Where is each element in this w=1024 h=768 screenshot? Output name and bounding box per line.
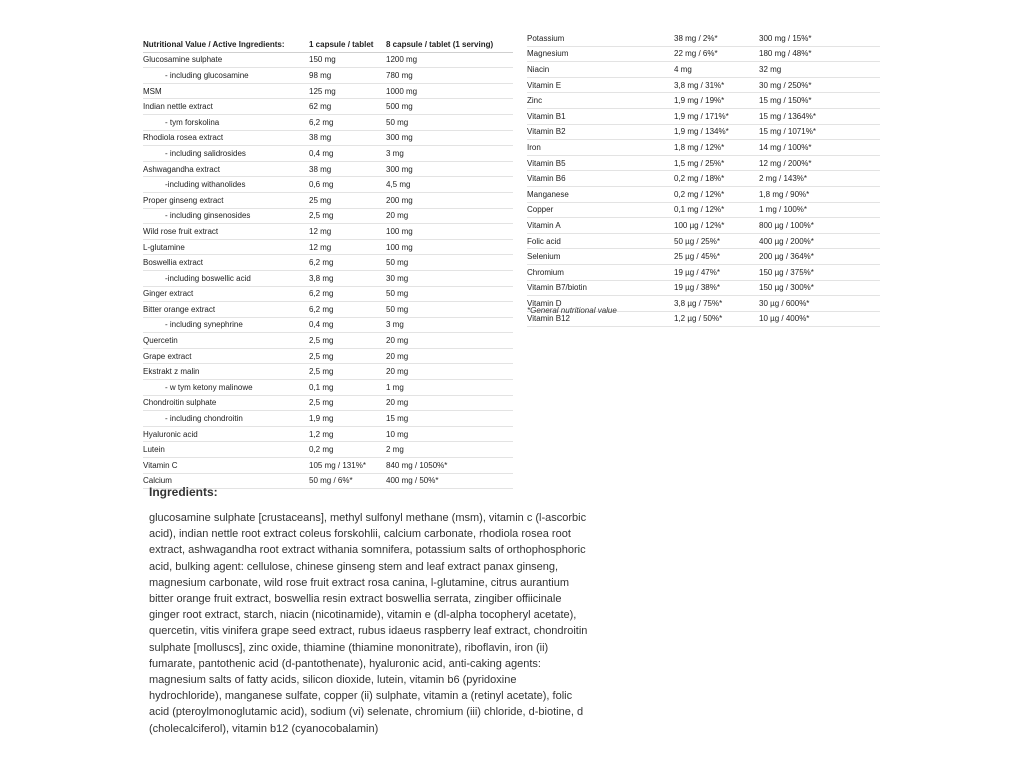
ingredient-name: Calcium [143,473,309,489]
per-serving-value: 1 mg / 100%* [759,202,880,218]
table-row [527,31,880,46]
ingredient-name: Hyaluronic acid [143,426,309,442]
per-capsule-value: 2,5 mg [309,208,386,224]
per-capsule-value: 25 µg / 45%* [674,249,759,265]
per-serving-value: 30 mg [386,270,513,286]
nutrition-footnote: *General nutritional value [527,306,617,315]
table-row [527,62,880,78]
per-serving-value: 15 mg [386,411,513,427]
table-row [143,411,513,427]
per-capsule-value: 1,9 mg / 134%* [674,124,759,140]
ingredient-name: Iron [527,140,674,156]
per-capsule-value: 1,9 mg / 171%* [674,108,759,124]
ingredient-name: Ginger extract [143,286,309,302]
per-capsule-value: 0,6 mg [309,177,386,193]
per-serving-value: 20 mg [386,364,513,380]
per-serving-value: 30 µg / 600%* [759,296,880,312]
nutrition-table-right [527,31,880,327]
per-serving-value: 300 mg / 15%* [759,31,880,46]
per-serving-value: 50 mg [386,302,513,318]
per-capsule-value: 0,2 mg / 12%* [674,186,759,202]
per-capsule-value: 0,1 mg / 12%* [674,202,759,218]
per-serving-value: 20 mg [386,333,513,349]
table-row [143,239,513,255]
per-serving-value: 32 mg [759,62,880,78]
ingredient-name: Ekstrakt z malin [143,364,309,380]
ingredient-name: Vitamin B5 [527,155,674,171]
per-capsule-value: 12 mg [309,224,386,240]
table-row [143,161,513,177]
per-capsule-value: 25 mg [309,192,386,208]
ingredient-name: Vitamin B7/biotin [527,280,674,296]
per-serving-value: 10 µg / 400%* [759,311,880,327]
table-row [143,270,513,286]
table-row [527,186,880,202]
ingredient-name: Zinc [527,93,674,109]
per-serving-value: 15 mg / 1071%* [759,124,880,140]
per-serving-value: 1200 mg [386,52,513,68]
ingredient-name: -including withanolides [143,177,309,193]
ingredients-title: Ingredients: [149,485,218,499]
ingredient-name: - w tym ketony malinowe [143,380,309,396]
per-serving-value: 20 mg [386,208,513,224]
header-ingredient: Nutritional Value / Active Ingredients: [143,37,309,52]
table-row [527,77,880,93]
per-capsule-value: 3,8 mg / 31%* [674,77,759,93]
per-capsule-value: 125 mg [309,83,386,99]
ingredient-name: Copper [527,202,674,218]
table-row [143,83,513,99]
per-capsule-value: 4 mg [674,62,759,78]
per-capsule-value: 50 mg / 6%* [309,473,386,489]
per-capsule-value: 1,8 mg / 12%* [674,140,759,156]
per-serving-value: 300 mg [386,161,513,177]
per-capsule-value: 1,9 mg / 19%* [674,93,759,109]
table-row [143,364,513,380]
per-capsule-value: 150 mg [309,52,386,68]
per-serving-value: 1,8 mg / 90%* [759,186,880,202]
per-serving-value: 14 mg / 100%* [759,140,880,156]
table-row [527,108,880,124]
per-capsule-value: 62 mg [309,99,386,115]
nutrition-table-right-body [527,31,880,327]
table-row [143,68,513,84]
table-row [527,218,880,234]
ingredient-name: Potassium [527,31,674,46]
per-capsule-value: 0,2 mg [309,442,386,458]
ingredient-name: - including salidrosides [143,146,309,162]
per-capsule-value: 38 mg [309,130,386,146]
per-capsule-value: 1,2 mg [309,426,386,442]
per-serving-value: 200 µg / 364%* [759,249,880,265]
table-row [527,93,880,109]
table-row [143,426,513,442]
per-serving-value: 400 mg / 50%* [386,473,513,489]
per-serving-value: 180 mg / 48%* [759,46,880,62]
ingredient-name: Selenium [527,249,674,265]
per-serving-value: 20 mg [386,395,513,411]
table-row [143,458,513,474]
ingredient-name: - including synephrine [143,317,309,333]
per-serving-value: 3 mg [386,146,513,162]
per-serving-value: 840 mg / 1050%* [386,458,513,474]
ingredient-name: Niacin [527,62,674,78]
ingredient-name: -including boswellic acid [143,270,309,286]
table-row [527,280,880,296]
per-capsule-value: 0,1 mg [309,380,386,396]
ingredient-name: Vitamin B2 [527,124,674,140]
per-capsule-value: 50 µg / 25%* [674,233,759,249]
per-serving-value: 400 µg / 200%* [759,233,880,249]
per-serving-value: 1000 mg [386,83,513,99]
ingredient-name: Bitter orange extract [143,302,309,318]
per-capsule-value: 2,5 mg [309,364,386,380]
per-capsule-value: 6,2 mg [309,302,386,318]
per-capsule-value: 0,2 mg / 18%* [674,171,759,187]
ingredient-name: - including chondroitin [143,411,309,427]
per-serving-value: 15 mg / 1364%* [759,108,880,124]
per-capsule-value: 19 µg / 38%* [674,280,759,296]
per-serving-value: 780 mg [386,68,513,84]
per-capsule-value: 0,4 mg [309,317,386,333]
per-serving-value: 20 mg [386,348,513,364]
per-serving-value: 50 mg [386,286,513,302]
ingredient-name: Vitamin E [527,77,674,93]
per-serving-value: 300 mg [386,130,513,146]
per-serving-value: 150 µg / 375%* [759,264,880,280]
ingredients-text: glucosamine sulphate [crustaceans], methyl sulfonyl methane (msm), vitamin c (l-ascorbic acid), indian nettle root extract coleus forskohlii, calcium carbonate, rhodiola rosea root extract, ashwagandha root extract withania somnifera, potassium salts of orthophosphoric acid, bulking agent: cellulose, chinese ginseng stem and leaf extract panax ginseng, magnesium carbonate, wild rose fruit extract rosa canina, l-glutamine, citrus aurantium bitter orange fruit extract, boswellia resin extract boswellia serrata, zingiber offiicinale ginger root extract, starch, niacin (nicotinamide), vitamin e (dl-alpha tocopheryl acetate), quercetin, vitis vinifera grape seed extract, rubus idaeus raspberry leaf extract, chondroitin sulphate [molluscs], zinc oxide, thiamine (thiamine mononitrate), riboflavin, iron (ii) fumarate, pantothenic acid (d-pantothenate), hyaluronic acid, anti-caking agents: magnesium salts of fatty acids, silicon dioxide, lutein, vitamin b6 (pyridoxine hydrochloride), manganese sulfate, copper (ii) sulphate, vitamin a (retinyl acetate), folic acid (pteroylmonoglutamic acid), sodium (vi) selenate, chromium (iii) chloride, d-biotine, d (cholecalciferol), vitamin b12 (cyanocobalamin) [149,512,588,735]
per-serving-value: 200 mg [386,192,513,208]
ingredient-name: L-glutamine [143,239,309,255]
ingredient-name: - tym forskolina [143,114,309,130]
per-capsule-value: 2,5 mg [309,348,386,364]
per-capsule-value: 3,8 mg [309,270,386,286]
table-row [143,302,513,318]
per-capsule-value: 98 mg [309,68,386,84]
ingredient-name: Chromium [527,264,674,280]
header-per-capsule: 1 capsule / tablet [309,37,386,52]
per-serving-value: 500 mg [386,99,513,115]
per-capsule-value: 2,5 mg [309,333,386,349]
ingredient-name: - including ginsenosides [143,208,309,224]
per-capsule-value: 38 mg / 2%* [674,31,759,46]
table-row [143,146,513,162]
table-row [527,46,880,62]
per-serving-value: 30 mg / 250%* [759,77,880,93]
ingredient-name: Wild rose fruit extract [143,224,309,240]
table-row [143,333,513,349]
table-row [143,114,513,130]
per-capsule-value: 19 µg / 47%* [674,264,759,280]
ingredient-name: Manganese [527,186,674,202]
per-capsule-value: 22 mg / 6%* [674,46,759,62]
table-header-row [143,37,513,52]
table-row [527,233,880,249]
table-row [527,140,880,156]
table-row [527,264,880,280]
per-serving-value: 2 mg / 143%* [759,171,880,187]
per-serving-value: 12 mg / 200%* [759,155,880,171]
table-row [143,52,513,68]
table-row [143,224,513,240]
ingredient-name: Vitamin C [143,458,309,474]
table-row [143,348,513,364]
table-row [143,177,513,193]
per-capsule-value: 6,2 mg [309,255,386,271]
per-capsule-value: 3,8 µg / 75%* [674,296,759,312]
per-capsule-value: 100 µg / 12%* [674,218,759,234]
per-serving-value: 50 mg [386,114,513,130]
per-capsule-value: 1,9 mg [309,411,386,427]
ingredient-name: Ashwagandha extract [143,161,309,177]
per-serving-value: 15 mg / 150%* [759,93,880,109]
per-serving-value: 100 mg [386,224,513,240]
table-row [143,130,513,146]
ingredient-name: Vitamin D [527,296,674,312]
per-serving-value: 800 µg / 100%* [759,218,880,234]
ingredient-name: Proper ginseng extract [143,192,309,208]
per-capsule-value: 38 mg [309,161,386,177]
per-capsule-value: 105 mg / 131%* [309,458,386,474]
ingredient-name: Glucosamine sulphate [143,52,309,68]
per-capsule-value: 1,5 mg / 25%* [674,155,759,171]
per-capsule-value: 2,5 mg [309,395,386,411]
table-row [143,286,513,302]
table-row [143,99,513,115]
ingredient-name: Grape extract [143,348,309,364]
ingredient-name: Chondroitin sulphate [143,395,309,411]
per-serving-value: 10 mg [386,426,513,442]
per-serving-value: 4,5 mg [386,177,513,193]
ingredient-name: - including glucosamine [143,68,309,84]
ingredient-name: MSM [143,83,309,99]
per-capsule-value: 6,2 mg [309,286,386,302]
per-capsule-value: 0,4 mg [309,146,386,162]
table-row [527,155,880,171]
header-per-serving: 8 capsule / tablet (1 serving) [386,37,513,52]
table-row [143,255,513,271]
table-row [527,202,880,218]
table-row [143,395,513,411]
per-serving-value: 100 mg [386,239,513,255]
table-row [143,442,513,458]
per-serving-value: 1 mg [386,380,513,396]
per-capsule-value: 6,2 mg [309,114,386,130]
ingredient-name: Vitamin B6 [527,171,674,187]
ingredient-name: Vitamin B12 [527,311,674,327]
ingredient-name: Indian nettle extract [143,99,309,115]
nutrition-table-left-body [143,52,513,489]
table-row [143,317,513,333]
table-row [143,192,513,208]
table-row [527,249,880,265]
ingredient-name: Folic acid [527,233,674,249]
ingredient-name: Boswellia extract [143,255,309,271]
ingredient-name: Magnesium [527,46,674,62]
ingredient-name: Lutein [143,442,309,458]
per-capsule-value: 1,2 µg / 50%* [674,311,759,327]
table-row [527,171,880,187]
nutrition-table-left [143,37,513,489]
per-serving-value: 3 mg [386,317,513,333]
ingredient-name: Quercetin [143,333,309,349]
per-serving-value: 50 mg [386,255,513,271]
per-capsule-value: 12 mg [309,239,386,255]
ingredient-name: Vitamin B1 [527,108,674,124]
table-row [527,124,880,140]
ingredient-name: Vitamin A [527,218,674,234]
table-row [143,380,513,396]
per-serving-value: 150 µg / 300%* [759,280,880,296]
per-serving-value: 2 mg [386,442,513,458]
ingredient-name: Rhodiola rosea extract [143,130,309,146]
table-row [143,208,513,224]
